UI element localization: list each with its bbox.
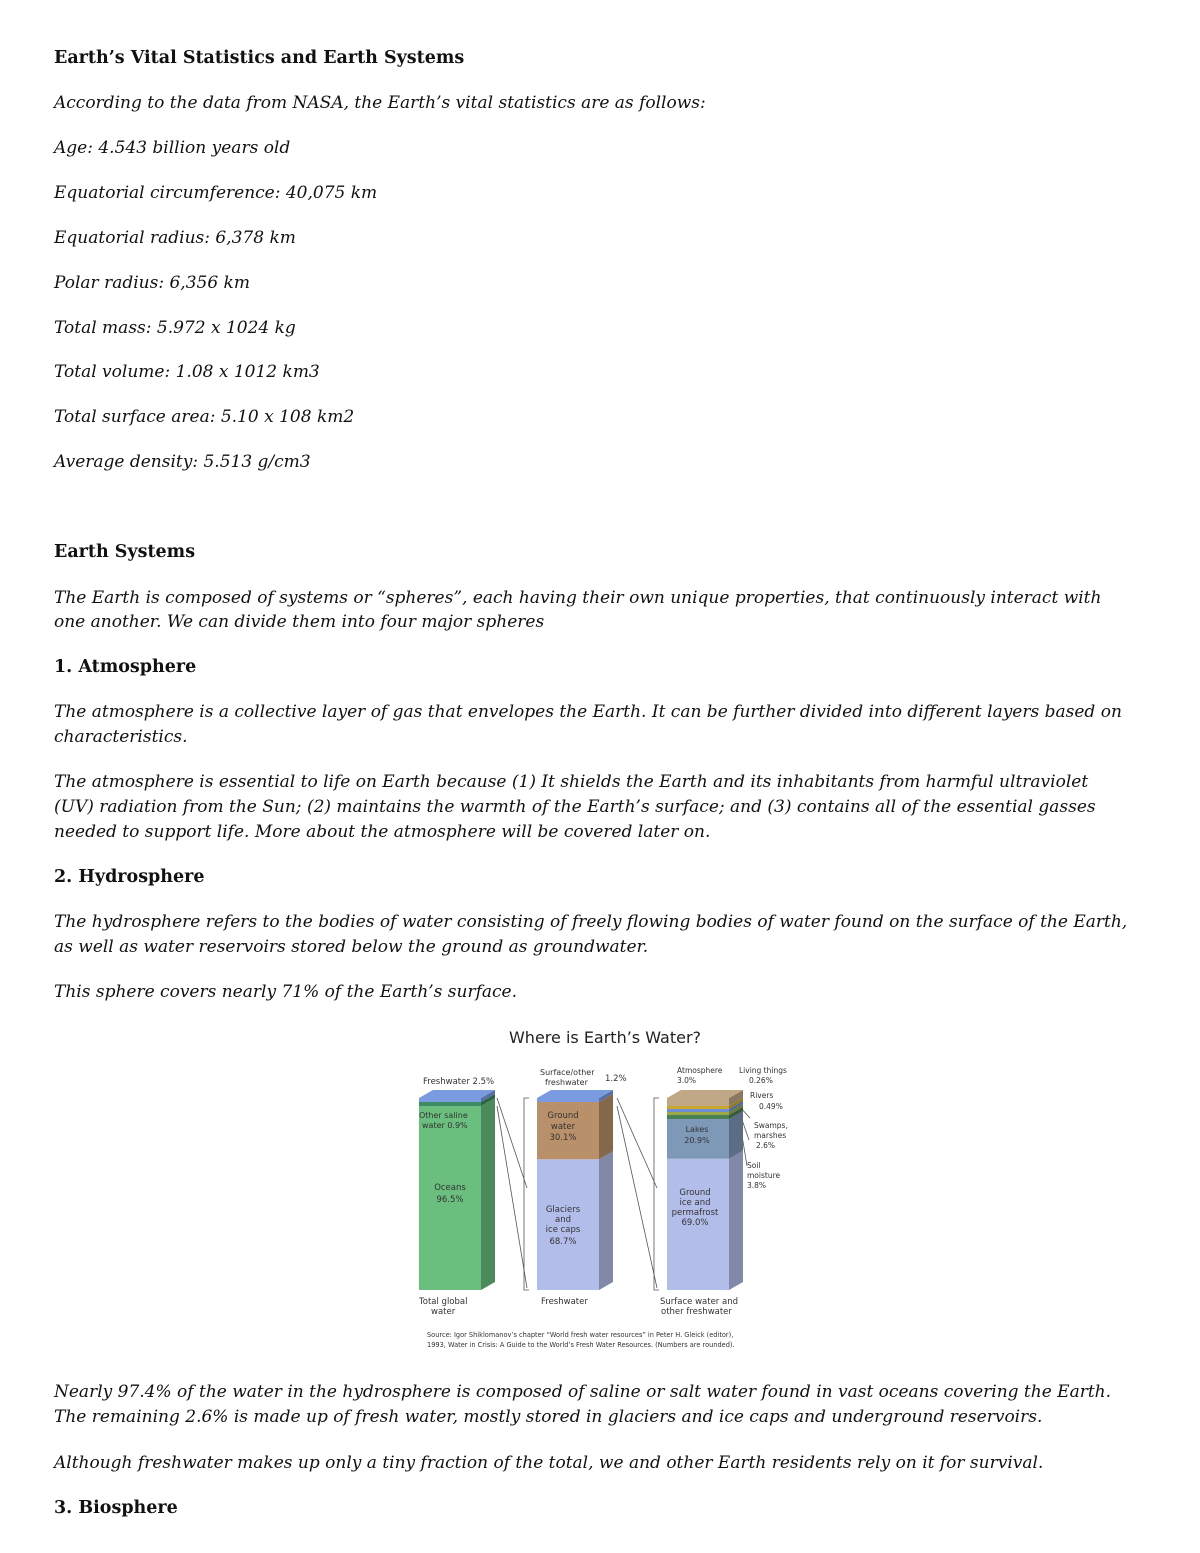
label-lakes-1: Lakes bbox=[685, 1125, 709, 1134]
stat-surface-area: Total surface area: 5.10 x 108 km2 bbox=[54, 407, 355, 427]
label-freshwater-top: Freshwater 2.5% bbox=[423, 1077, 495, 1087]
atmosphere-p1-line-1: The atmosphere is a collective layer of gas that envelopes the Earth. It can be further divided into different layers based on bbox=[54, 702, 1122, 722]
stat-volume: Total volume: 1.08 x 1012 km3 bbox=[54, 362, 320, 382]
label-atmosphere-2: 3.0% bbox=[677, 1076, 697, 1085]
label-surface-other-pct: 1.2% bbox=[605, 1074, 627, 1084]
intro-text: According to the data from NASA, the Earth’s vital statistics are as follows: bbox=[54, 93, 706, 113]
hydrosphere-p3-line-2: The remaining 2.6% is made up of fresh water, mostly stored in glaciers and ice caps and underground reservoirs. bbox=[54, 1407, 1043, 1427]
stat-polar-radius: Polar radius: 6,356 km bbox=[54, 273, 250, 293]
atmosphere-p1-line-2: characteristics. bbox=[54, 727, 188, 747]
bar-3-side-lakes bbox=[729, 1111, 743, 1159]
label-glaciers-3: ice caps bbox=[545, 1225, 581, 1235]
bar-3-side-ground-ice-and-permafrost bbox=[729, 1151, 743, 1290]
chart-title: Where is Earth’s Water? bbox=[508, 1028, 702, 1047]
stat-circumference: Equatorial circumference: 40,075 km bbox=[54, 183, 378, 203]
bar-2-side-ground-water bbox=[599, 1094, 613, 1159]
chart-svg bbox=[405, 1022, 795, 1352]
hydrosphere-p3-line-1: Nearly 97.4% of the water in the hydrosphere is composed of saline or salt water found in vast oceans covering the Earth. bbox=[54, 1382, 1112, 1402]
label-surface-other-2: freshwater bbox=[545, 1078, 588, 1087]
label-ground-water-1: Ground bbox=[547, 1111, 579, 1121]
stat-age: Age: 4.543 billion years old bbox=[54, 138, 291, 158]
atmosphere-p2-line-2: (UV) radiation from the Sun; (2) maintains the warmth of the Earth’s surface; and (3) contains all of the essential gasses bbox=[54, 797, 1096, 817]
label-lakes-2: 20.9% bbox=[684, 1136, 710, 1145]
bar-3-segment-atmosphere bbox=[667, 1098, 729, 1106]
bar-1-segment-freshwater bbox=[419, 1098, 481, 1102]
bar-3-segment-soil-moisture bbox=[667, 1115, 729, 1119]
label-ground-ice-4: 69.0% bbox=[681, 1218, 709, 1228]
label-glaciers-4: 68.7% bbox=[549, 1237, 577, 1247]
label-ground-water-2: water bbox=[550, 1122, 576, 1132]
label-living-1: Living things bbox=[739, 1066, 787, 1075]
bar-3-segment-living-things bbox=[667, 1106, 729, 1109]
label-glaciers-2: and bbox=[555, 1215, 571, 1225]
systems-intro-line-2: one another. We can divide them into four major spheres bbox=[54, 612, 545, 632]
label-soil-3: 3.8% bbox=[747, 1181, 767, 1190]
label-surface-other-1: Surface/other bbox=[540, 1068, 595, 1077]
label-swamps-3: 2.6% bbox=[756, 1141, 776, 1150]
hydrosphere-heading: 2. Hydrosphere bbox=[54, 867, 205, 887]
label-oceans-1: Oceans bbox=[434, 1183, 466, 1193]
label-rivers-2: 0.49% bbox=[759, 1102, 783, 1111]
biosphere-heading: 3. Biosphere bbox=[54, 1498, 178, 1518]
chart-source-line-2: 1993, Water in Crisis: A Guide to the World’s Fresh Water Resources. (Numbers are rounded). bbox=[427, 1341, 735, 1349]
chart-source-line-1: Source: Igor Shiklomanov’s chapter “World fresh water resources” in Peter H. Gleick (editor), bbox=[427, 1331, 734, 1339]
hydrosphere-p1-line-1: The hydrosphere refers to the bodies of water consisting of freely flowing bodies of water found on the surface of the Earth, bbox=[54, 912, 1128, 932]
label-glaciers-1: Glaciers bbox=[545, 1205, 581, 1215]
stat-equatorial-radius: Equatorial radius: 6,378 km bbox=[54, 228, 296, 248]
label-total-global-1: Total global bbox=[419, 1297, 468, 1307]
label-rivers-1: Rivers bbox=[750, 1091, 774, 1100]
bar-1-segment-other-saline-water bbox=[419, 1102, 481, 1106]
label-ground-ice-2: ice and bbox=[679, 1198, 711, 1208]
label-soil-2: moisture bbox=[747, 1171, 781, 1180]
label-ground-ice-1: Ground bbox=[679, 1188, 711, 1198]
hydrosphere-p2: This sphere covers nearly 71% of the Earth’s surface. bbox=[54, 982, 518, 1002]
label-ground-water-3: 30.1% bbox=[549, 1133, 577, 1143]
label-freshwater-cat: Freshwater bbox=[541, 1297, 588, 1307]
label-ground-ice-3: permafrost bbox=[671, 1208, 719, 1218]
bar-2-side-glaciers-and-ice-caps bbox=[599, 1151, 613, 1290]
atmosphere-p2-line-3: needed to support life. More about the atmosphere will be covered later on. bbox=[54, 822, 711, 842]
label-oceans-2: 96.5% bbox=[436, 1195, 464, 1205]
hydrosphere-p4: Although freshwater makes up only a tiny fraction of the total, we and other Earth residents rely on it for survival. bbox=[54, 1453, 1044, 1473]
systems-intro-line-1: The Earth is composed of systems or “spheres”, each having their own unique properties, that continuously interact with bbox=[54, 588, 1102, 608]
label-other-saline-2: water 0.9% bbox=[422, 1121, 468, 1130]
hydrosphere-p1-line-2: as well as water reservoirs stored below the ground as groundwater. bbox=[54, 937, 649, 957]
label-surface-cat-2: other freshwater bbox=[661, 1307, 732, 1317]
water-distribution-chart bbox=[405, 1022, 795, 1352]
label-swamps-1: Swamps, bbox=[754, 1121, 788, 1130]
label-atmosphere-1: Atmosphere bbox=[677, 1066, 723, 1075]
bar-2-segment-surface-other-freshwater bbox=[537, 1098, 599, 1102]
bar-3-segment-swamps-marshes bbox=[667, 1112, 729, 1115]
atmosphere-heading: 1. Atmosphere bbox=[54, 657, 197, 677]
label-living-2: 0.26% bbox=[749, 1076, 773, 1085]
atmosphere-p2-line-1: The atmosphere is essential to life on Earth because (1) It shields the Earth and its inhabitants from harmful ultraviolet bbox=[54, 772, 1089, 792]
label-soil-1: Soil bbox=[747, 1161, 761, 1170]
label-other-saline-1: Other saline bbox=[419, 1111, 468, 1120]
label-total-global-2: water bbox=[431, 1307, 456, 1317]
label-surface-cat-1: Surface water and bbox=[660, 1297, 738, 1307]
stat-mass: Total mass: 5.972 x 1024 kg bbox=[54, 318, 296, 338]
systems-heading: Earth Systems bbox=[54, 542, 196, 562]
bar-3-segment-rivers bbox=[667, 1109, 729, 1112]
stat-density: Average density: 5.513 g/cm3 bbox=[54, 452, 311, 472]
label-swamps-2: marshes bbox=[754, 1131, 787, 1140]
page-title: Earth’s Vital Statistics and Earth Systems bbox=[54, 48, 465, 68]
bar-1-side-oceans bbox=[481, 1098, 495, 1290]
